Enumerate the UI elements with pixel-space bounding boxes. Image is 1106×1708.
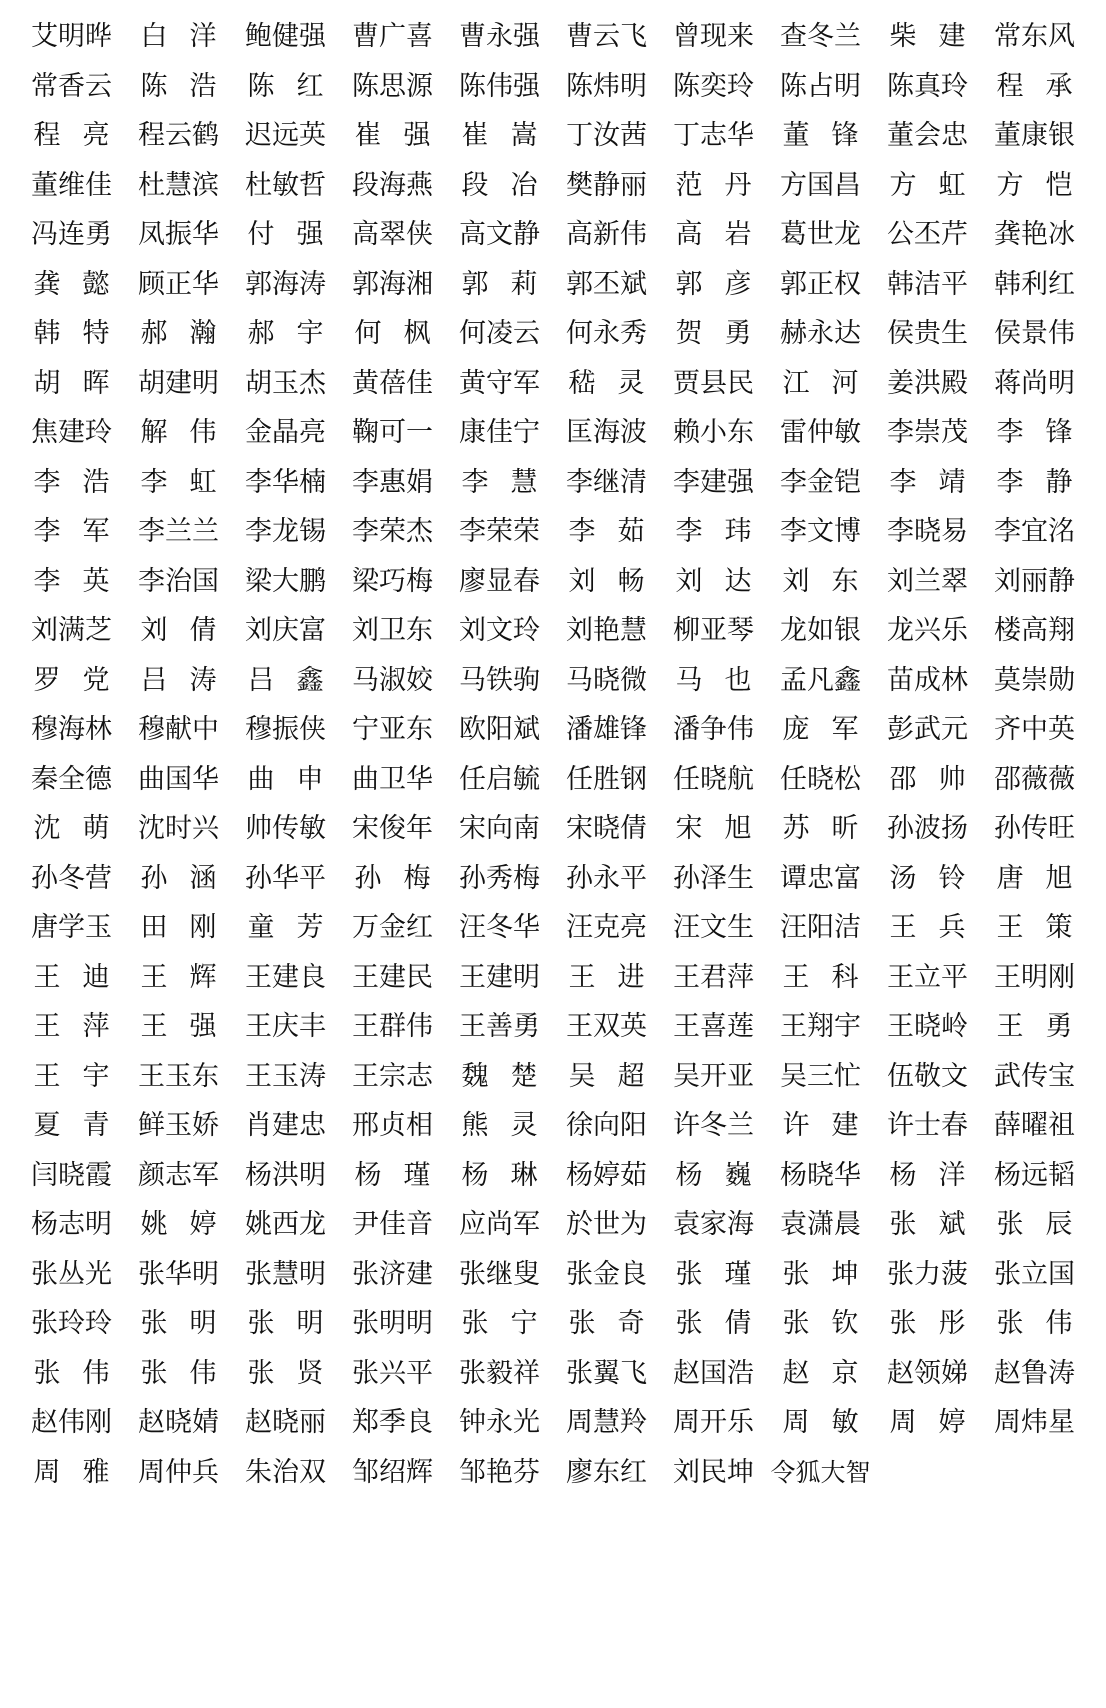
name-cell: 孙波扬 xyxy=(887,813,968,845)
name-cell: 孙秀梅 xyxy=(459,862,540,894)
name-cell: 柳亚琴 xyxy=(673,615,754,647)
name-cell: 李荣杰 xyxy=(352,516,433,548)
name-cell: 王建明 xyxy=(459,961,540,993)
name-cell: 吴 超 xyxy=(568,1060,645,1092)
name-cell: 宋 旭 xyxy=(675,813,752,845)
name-cell: 王庆丰 xyxy=(245,1011,326,1043)
name-cell: 高新伟 xyxy=(566,219,647,251)
name-cell: 杨晓华 xyxy=(780,1159,861,1191)
name-cell: 王建民 xyxy=(352,961,433,993)
name-cell: 李 虹 xyxy=(140,466,217,498)
name-cell: 张丛光 xyxy=(31,1258,112,1290)
name-cell: 周慧羚 xyxy=(566,1407,647,1439)
name-cell: 郭 彦 xyxy=(675,268,752,300)
name-cell: 邵薇薇 xyxy=(994,763,1075,795)
name-cell: 刘 畅 xyxy=(568,565,645,597)
name-cell: 张济建 xyxy=(352,1258,433,1290)
name-cell: 董 锋 xyxy=(782,120,859,152)
name-cell: 贾县民 xyxy=(673,367,754,399)
name-cell: 穆海林 xyxy=(31,714,112,746)
name-cell: 周 婷 xyxy=(889,1407,966,1439)
name-cell: 万金红 xyxy=(352,912,433,944)
name-cell: 李继清 xyxy=(566,466,647,498)
name-cell: 龚艳冰 xyxy=(994,219,1075,251)
name-cell: 楼高翔 xyxy=(994,615,1075,647)
name-cell: 鲜玉娇 xyxy=(138,1110,219,1142)
name-cell: 胡 晖 xyxy=(33,367,110,399)
name-cell: 丁汝茜 xyxy=(566,120,647,152)
name-cell: 张 倩 xyxy=(675,1308,752,1340)
name-cell: 王宗志 xyxy=(352,1060,433,1092)
name-cell: 袁潇晨 xyxy=(780,1209,861,1241)
name-cell: 赖小东 xyxy=(673,417,754,449)
name-cell: 唐学玉 xyxy=(31,912,112,944)
name-cell: 陈思源 xyxy=(352,70,433,102)
name-cell: 沈 萌 xyxy=(33,813,110,845)
name-cell: 张 伟 xyxy=(140,1357,217,1389)
name-cell: 邵 帅 xyxy=(889,763,966,795)
name-cell: 刘卫东 xyxy=(352,615,433,647)
name-cell: 孙 涵 xyxy=(140,862,217,894)
name-cell: 应尚军 xyxy=(459,1209,540,1241)
name-cell: 薛曜祖 xyxy=(994,1110,1075,1142)
name-cell: 李 锋 xyxy=(996,417,1073,449)
name-cell: 陈 浩 xyxy=(140,70,217,102)
name-cell: 梁大鹏 xyxy=(245,565,326,597)
name-cell: 高 岩 xyxy=(675,219,752,251)
name-cell: 邹绍辉 xyxy=(352,1456,433,1488)
name-cell: 李 玮 xyxy=(675,516,752,548)
name-cell: 王 策 xyxy=(996,912,1073,944)
name-cell: 杨洪明 xyxy=(245,1159,326,1191)
name-cell: 周 雅 xyxy=(33,1456,110,1488)
name-cell: 孙华平 xyxy=(245,862,326,894)
name-cell: 田 刚 xyxy=(140,912,217,944)
name-cell: 张明明 xyxy=(352,1308,433,1340)
name-cell: 曲卫华 xyxy=(352,763,433,795)
name-cell: 曹永强 xyxy=(459,21,540,53)
name-cell: 任胜钢 xyxy=(566,763,647,795)
name-cell: 曲国华 xyxy=(138,763,219,795)
name-cell: 汪克亮 xyxy=(566,912,647,944)
name-cell: 曹云飞 xyxy=(566,21,647,53)
name-cell: 姚西龙 xyxy=(245,1209,326,1241)
name-cell: 任启毓 xyxy=(459,763,540,795)
name-cell: 刘 倩 xyxy=(140,615,217,647)
name-cell: 赫永达 xyxy=(780,318,861,350)
name-cell: 张 贤 xyxy=(247,1357,324,1389)
name-cell: 李 慧 xyxy=(461,466,538,498)
name-cell: 王翔宇 xyxy=(780,1011,861,1043)
name-cell: 刘 东 xyxy=(782,565,859,597)
name-cell: 李 英 xyxy=(33,565,110,597)
name-cell: 王双英 xyxy=(566,1011,647,1043)
name-cell: 宋向南 xyxy=(459,813,540,845)
name-cell: 郝 瀚 xyxy=(140,318,217,350)
name-cell: 侯景伟 xyxy=(994,318,1075,350)
name-cell: 彭武元 xyxy=(887,714,968,746)
name-cell: 贺 勇 xyxy=(675,318,752,350)
name-cell: 张力菠 xyxy=(887,1258,968,1290)
name-cell: 王 进 xyxy=(568,961,645,993)
name-cell: 任晓航 xyxy=(673,763,754,795)
name-cell: 李 靖 xyxy=(889,466,966,498)
name-cell: 侯贵生 xyxy=(887,318,968,350)
name-cell: 张 斌 xyxy=(889,1209,966,1241)
name-cell: 周炜星 xyxy=(994,1407,1075,1439)
name-cell: 杨 瑾 xyxy=(354,1159,431,1191)
name-cell: 魏 楚 xyxy=(461,1060,538,1092)
name-cell: 崔 强 xyxy=(354,120,431,152)
name-cell: 刘艳慧 xyxy=(566,615,647,647)
name-cell: 郭海涛 xyxy=(245,268,326,300)
name-cell: 孙冬营 xyxy=(31,862,112,894)
name-cell: 张 坤 xyxy=(782,1258,859,1290)
name-cell: 王 兵 xyxy=(889,912,966,944)
name-cell: 朱治双 xyxy=(245,1456,326,1488)
name-cell: 董维佳 xyxy=(31,169,112,201)
name-cell: 钟永光 xyxy=(459,1407,540,1439)
name-cell: 陈伟强 xyxy=(459,70,540,102)
name-cell: 杜慧滨 xyxy=(138,169,219,201)
name-cell: 张慧明 xyxy=(245,1258,326,1290)
name-cell: 颜志军 xyxy=(138,1159,219,1191)
name-cell: 胡建明 xyxy=(138,367,219,399)
name-cell: 王玉涛 xyxy=(245,1060,326,1092)
name-cell: 李建强 xyxy=(673,466,754,498)
name-cell: 张 伟 xyxy=(996,1308,1073,1340)
name-cell: 崔 嵩 xyxy=(461,120,538,152)
name-cell: 谭忠富 xyxy=(780,862,861,894)
name-cell: 程 承 xyxy=(996,70,1073,102)
name-cell: 刘兰翠 xyxy=(887,565,968,597)
name-cell: 王喜莲 xyxy=(673,1011,754,1043)
name-cell: 方 虹 xyxy=(889,169,966,201)
name-cell: 张 钦 xyxy=(782,1308,859,1340)
name-cell: 赵国浩 xyxy=(673,1357,754,1389)
name-cell: 鲍健强 xyxy=(245,21,326,53)
name-cell: 孙永平 xyxy=(566,862,647,894)
name-cell: 李崇茂 xyxy=(887,417,968,449)
name-cell: 杨 洋 xyxy=(889,1159,966,1191)
name-cell: 常东风 xyxy=(994,21,1075,53)
name-cell: 李惠娟 xyxy=(352,466,433,498)
name-cell: 尹佳音 xyxy=(352,1209,433,1241)
name-cell: 迟远英 xyxy=(245,120,326,152)
name-cell: 罗 党 xyxy=(33,664,110,696)
name-cell: 唐 旭 xyxy=(996,862,1073,894)
name-cell: 许 建 xyxy=(782,1110,859,1142)
name-cell: 郑季良 xyxy=(352,1407,433,1439)
name-cell: 焦建玲 xyxy=(31,417,112,449)
name-cell: 周开乐 xyxy=(673,1407,754,1439)
name-cell: 邹艳芬 xyxy=(459,1456,540,1488)
name-cell: 吴开亚 xyxy=(673,1060,754,1092)
name-cell: 邢贞相 xyxy=(352,1110,433,1142)
name-cell: 黄守军 xyxy=(459,367,540,399)
name-cell: 周 敏 xyxy=(782,1407,859,1439)
name-cell: 张 伟 xyxy=(33,1357,110,1389)
name-cell: 袁家海 xyxy=(673,1209,754,1241)
name-cell: 艾明晔 xyxy=(31,21,112,53)
name-cell: 方国昌 xyxy=(780,169,861,201)
name-cell: 嵇 灵 xyxy=(568,367,645,399)
name-cell: 令狐大智 xyxy=(770,1457,871,1487)
name-cell: 程云鹤 xyxy=(138,120,219,152)
name-cell: 龚 懿 xyxy=(33,268,110,300)
name-cell: 宁亚东 xyxy=(352,714,433,746)
name-cell: 李晓易 xyxy=(887,516,968,548)
name-cell: 任晓松 xyxy=(780,763,861,795)
name-cell: 齐中英 xyxy=(994,714,1075,746)
name-cell: 葛世龙 xyxy=(780,219,861,251)
name-cell: 金晶亮 xyxy=(245,417,326,449)
name-cell: 郝 宇 xyxy=(247,318,324,350)
name-cell: 王 勇 xyxy=(996,1011,1073,1043)
name-cell: 张 瑾 xyxy=(675,1258,752,1290)
name-cell: 马晓微 xyxy=(566,664,647,696)
name-cell: 张 明 xyxy=(140,1308,217,1340)
name-cell: 宋晓倩 xyxy=(566,813,647,845)
name-cell: 杨 巍 xyxy=(675,1159,752,1191)
name-cell: 柴 建 xyxy=(889,21,966,53)
name-cell: 汪文生 xyxy=(673,912,754,944)
name-cell: 段海燕 xyxy=(352,169,433,201)
name-cell: 汪冬华 xyxy=(459,912,540,944)
name-cell: 帅传敏 xyxy=(245,813,326,845)
name-cell: 张翼飞 xyxy=(566,1357,647,1389)
name-cell: 熊 灵 xyxy=(461,1110,538,1142)
name-cell: 张 宁 xyxy=(461,1308,538,1340)
name-cell: 公丕芹 xyxy=(887,219,968,251)
name-cell: 穆振侠 xyxy=(245,714,326,746)
name-cell: 刘庆富 xyxy=(245,615,326,647)
name-cell: 董会忠 xyxy=(887,120,968,152)
name-cell: 许士春 xyxy=(887,1110,968,1142)
name-cell: 庞 军 xyxy=(782,714,859,746)
name-cell: 冯连勇 xyxy=(31,219,112,251)
name-cell: 李 茹 xyxy=(568,516,645,548)
name-cell: 李治国 xyxy=(138,565,219,597)
name-cell: 常香云 xyxy=(31,70,112,102)
name-cell: 杜敏哲 xyxy=(245,169,326,201)
name-cell: 李 浩 xyxy=(33,466,110,498)
name-cell: 赵晓婧 xyxy=(138,1407,219,1439)
name-cell: 刘满芝 xyxy=(31,615,112,647)
name-cell: 陈奕玲 xyxy=(673,70,754,102)
name-cell: 王玉东 xyxy=(138,1060,219,1092)
name-cell: 王建良 xyxy=(245,961,326,993)
name-cell: 李宜洺 xyxy=(994,516,1075,548)
name-cell: 王明刚 xyxy=(994,961,1075,993)
name-cell: 樊静丽 xyxy=(566,169,647,201)
name-cell: 许冬兰 xyxy=(673,1110,754,1142)
name-cell: 曲 申 xyxy=(247,763,324,795)
name-cell: 赵伟刚 xyxy=(31,1407,112,1439)
name-cell: 张 奇 xyxy=(568,1308,645,1340)
name-cell: 姚 婷 xyxy=(140,1209,217,1241)
name-cell: 吕 涛 xyxy=(140,664,217,696)
name-cell: 孟凡鑫 xyxy=(780,664,861,696)
name-cell: 张华明 xyxy=(138,1258,219,1290)
name-cell: 张继叟 xyxy=(459,1258,540,1290)
name-cell: 马淑姣 xyxy=(352,664,433,696)
name-cell: 梁巧梅 xyxy=(352,565,433,597)
name-cell: 韩利红 xyxy=(994,268,1075,300)
name-cell: 付 强 xyxy=(247,219,324,251)
name-cell: 赵晓丽 xyxy=(245,1407,326,1439)
name-cell: 李文博 xyxy=(780,516,861,548)
name-cell: 程 亮 xyxy=(33,120,110,152)
name-cell: 武传宝 xyxy=(994,1060,1075,1092)
name-cell: 曹广喜 xyxy=(352,21,433,53)
name-cell: 姜洪殿 xyxy=(887,367,968,399)
name-cell: 高文静 xyxy=(459,219,540,251)
name-cell: 董康银 xyxy=(994,120,1075,152)
name-cell: 王晓岭 xyxy=(887,1011,968,1043)
name-cell: 雷仲敏 xyxy=(780,417,861,449)
name-cell: 何永秀 xyxy=(566,318,647,350)
name-cell: 李 军 xyxy=(33,516,110,548)
name-cell: 赵 京 xyxy=(782,1357,859,1389)
name-cell: 杨 琳 xyxy=(461,1159,538,1191)
name-cell: 苗成林 xyxy=(887,664,968,696)
name-cell: 苏 昕 xyxy=(782,813,859,845)
name-cell: 吕 鑫 xyxy=(247,664,324,696)
name-cell: 伍敬文 xyxy=(887,1060,968,1092)
name-cell: 王 萍 xyxy=(33,1011,110,1043)
name-cell: 郭 莉 xyxy=(461,268,538,300)
name-cell: 汪阳洁 xyxy=(780,912,861,944)
name-cell: 丁志华 xyxy=(673,120,754,152)
name-cell: 李金铠 xyxy=(780,466,861,498)
name-cell: 李兰兰 xyxy=(138,516,219,548)
name-cell: 马 也 xyxy=(675,664,752,696)
name-cell: 王 宇 xyxy=(33,1060,110,1092)
name-cell: 王 科 xyxy=(782,961,859,993)
name-cell: 欧阳斌 xyxy=(459,714,540,746)
name-cell: 高翠侠 xyxy=(352,219,433,251)
name-cell: 方 恺 xyxy=(996,169,1073,201)
name-cell: 张兴平 xyxy=(352,1357,433,1389)
name-cell: 胡玉杰 xyxy=(245,367,326,399)
name-cell: 韩洁平 xyxy=(887,268,968,300)
name-cell: 郭海湘 xyxy=(352,268,433,300)
name-cell: 廖东红 xyxy=(566,1456,647,1488)
name-cell: 汤 铃 xyxy=(889,862,966,894)
name-cell: 张 明 xyxy=(247,1308,324,1340)
name-cell: 曾现来 xyxy=(673,21,754,53)
name-cell: 范 丹 xyxy=(675,169,752,201)
name-cell: 陈炜明 xyxy=(566,70,647,102)
name-cell: 王君萍 xyxy=(673,961,754,993)
name-cell: 解 伟 xyxy=(140,417,217,449)
name-cell: 杨婷茹 xyxy=(566,1159,647,1191)
name-cell: 闫晓霞 xyxy=(31,1159,112,1191)
name-cell: 刘民坤 xyxy=(673,1456,754,1488)
name-cell: 龙如银 xyxy=(780,615,861,647)
name-cell: 廖显春 xyxy=(459,565,540,597)
name-cell: 刘文玲 xyxy=(459,615,540,647)
name-cell: 陈真玲 xyxy=(887,70,968,102)
name-cell: 郭正权 xyxy=(780,268,861,300)
name-cell: 何凌云 xyxy=(459,318,540,350)
name-cell: 陈占明 xyxy=(780,70,861,102)
name-cell: 马铁驹 xyxy=(459,664,540,696)
name-cell: 赵领娣 xyxy=(887,1357,968,1389)
name-cell: 顾正华 xyxy=(138,268,219,300)
name-cell: 黄蓓佳 xyxy=(352,367,433,399)
name-cell: 夏 青 xyxy=(33,1110,110,1142)
name-cell: 龙兴乐 xyxy=(887,615,968,647)
name-cell: 李华楠 xyxy=(245,466,326,498)
name-cell: 刘 达 xyxy=(675,565,752,597)
name-cell: 王立平 xyxy=(887,961,968,993)
name-cell: 杨志明 xyxy=(31,1209,112,1241)
name-cell: 潘雄锋 xyxy=(566,714,647,746)
name-cell: 秦全德 xyxy=(31,763,112,795)
name-cell: 於世为 xyxy=(566,1209,647,1241)
name-cell: 鞠可一 xyxy=(352,417,433,449)
name-cell: 王群伟 xyxy=(352,1011,433,1043)
name-cell: 匡海波 xyxy=(566,417,647,449)
name-cell: 何 枫 xyxy=(354,318,431,350)
name-cell: 王善勇 xyxy=(459,1011,540,1043)
name-cell: 李荣荣 xyxy=(459,516,540,548)
name-cell: 张 辰 xyxy=(996,1209,1073,1241)
name-cell: 张立国 xyxy=(994,1258,1075,1290)
name-cell: 郭丕斌 xyxy=(566,268,647,300)
name-cell: 康佳宁 xyxy=(459,417,540,449)
name-cell: 肖建忠 xyxy=(245,1110,326,1142)
name-cell: 张玲玲 xyxy=(31,1308,112,1340)
name-cell: 王 辉 xyxy=(140,961,217,993)
name-cell: 杨远韬 xyxy=(994,1159,1075,1191)
name-cell: 徐向阳 xyxy=(566,1110,647,1142)
name-cell: 江 河 xyxy=(782,367,859,399)
name-cell: 韩 特 xyxy=(33,318,110,350)
name-cell: 穆献中 xyxy=(138,714,219,746)
name-cell: 查冬兰 xyxy=(780,21,861,53)
name-cell: 王 迪 xyxy=(33,961,110,993)
name-cell: 段 冶 xyxy=(461,169,538,201)
name-cell: 周仲兵 xyxy=(138,1456,219,1488)
name-cell: 李龙锡 xyxy=(245,516,326,548)
name-cell: 吴三忙 xyxy=(780,1060,861,1092)
name-cell: 张毅祥 xyxy=(459,1357,540,1389)
name-cell: 李 静 xyxy=(996,466,1073,498)
name-cell: 赵鲁涛 xyxy=(994,1357,1075,1389)
name-cell: 张金良 xyxy=(566,1258,647,1290)
name-cell: 童 芳 xyxy=(247,912,324,944)
name-cell: 宋俊年 xyxy=(352,813,433,845)
name-cell: 孙 梅 xyxy=(354,862,431,894)
name-cell: 张 彤 xyxy=(889,1308,966,1340)
name-cell: 陈 红 xyxy=(247,70,324,102)
name-cell: 白 洋 xyxy=(140,21,217,53)
name-cell: 莫崇勋 xyxy=(994,664,1075,696)
name-cell: 凤振华 xyxy=(138,219,219,251)
name-cell: 潘争伟 xyxy=(673,714,754,746)
name-cell: 王 强 xyxy=(140,1011,217,1043)
name-cell: 孙传旺 xyxy=(994,813,1075,845)
name-cell: 沈时兴 xyxy=(138,813,219,845)
name-cell: 刘丽静 xyxy=(994,565,1075,597)
name-cell: 孙泽生 xyxy=(673,862,754,894)
name-cell: 蒋尚明 xyxy=(994,367,1075,399)
